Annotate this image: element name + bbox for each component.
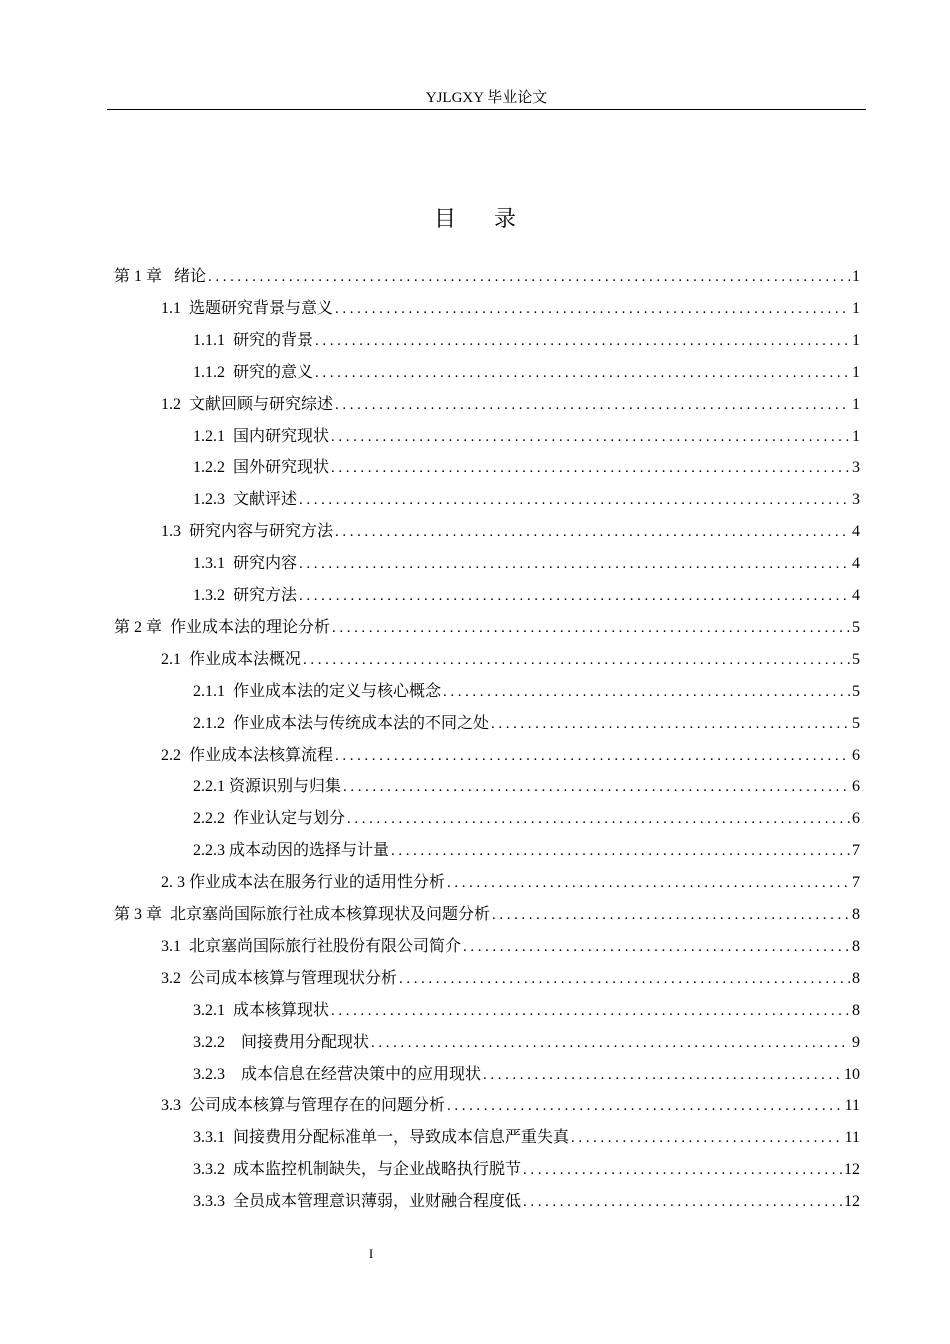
toc-leader-dots bbox=[523, 1189, 842, 1215]
toc-entry[interactable] bbox=[161, 743, 860, 769]
toc-entry[interactable] bbox=[193, 1030, 860, 1056]
toc-entry-number: 1.2.3 bbox=[193, 491, 233, 509]
toc-entry-number: 1.2.2 bbox=[193, 459, 233, 477]
toc-entry-page: 5 bbox=[852, 714, 860, 732]
toc-entry-page: 1 bbox=[852, 363, 860, 381]
toc-leader-dots bbox=[347, 806, 850, 832]
toc-entry-title: 研究内容 bbox=[233, 555, 298, 573]
toc-entry-page: 7 bbox=[852, 842, 860, 860]
toc-entry-number: 2.1.2 bbox=[193, 714, 233, 732]
toc-leader-dots bbox=[331, 455, 850, 481]
toc-entry-number: 3.2.3 bbox=[193, 1065, 241, 1083]
toc-entry[interactable] bbox=[193, 424, 860, 450]
toc-entry-number: 3.3 bbox=[161, 1097, 189, 1115]
toc-entry-number: 3.2 bbox=[161, 969, 189, 987]
toc-entry-number: 2.1.1 bbox=[193, 682, 233, 700]
toc-leader-dots bbox=[447, 1093, 843, 1119]
toc-entry[interactable] bbox=[114, 615, 860, 641]
toc-entry-number: 2.2.3 bbox=[193, 842, 229, 860]
toc-leader-dots bbox=[299, 487, 850, 513]
toc-entry-page: 9 bbox=[852, 1033, 860, 1051]
toc-entry-page: 5 bbox=[852, 682, 860, 700]
toc-entry-number: 1.1.2 bbox=[193, 363, 233, 381]
toc-entry-number: 2. 3 bbox=[161, 874, 189, 892]
page-header: YJLGXY 毕业论文 bbox=[425, 90, 548, 106]
toc-entry-page: 1 bbox=[852, 268, 860, 285]
toc-entry-title: 作业认定与划分 bbox=[233, 810, 346, 828]
toc-entry[interactable] bbox=[193, 328, 860, 354]
toc-entry-page: 5 bbox=[852, 650, 860, 668]
toc-entry-number: 1.2.1 bbox=[193, 427, 233, 445]
toc-entry-title: 间接费用分配标准单一，导致成本信息严重失真 bbox=[233, 1129, 570, 1147]
toc-entry-number: 1.1 bbox=[161, 299, 189, 317]
toc-leader-dots bbox=[492, 902, 850, 928]
toc-entry-page: 1 bbox=[852, 427, 860, 445]
toc-entry-number: 第 2 章 bbox=[114, 618, 171, 636]
toc-entry-title: 成本核算现状 bbox=[233, 1001, 330, 1019]
toc-entry-title: 成本监控机制缺失，与企业战略执行脱节 bbox=[233, 1161, 522, 1179]
toc-entry[interactable] bbox=[161, 870, 860, 896]
toc-entry-title: 作业成本法在服务行业的适用性分析 bbox=[189, 874, 446, 892]
toc-leader-dots bbox=[331, 998, 850, 1024]
toc-entry-page: 8 bbox=[852, 1001, 860, 1019]
toc-leader-dots bbox=[343, 774, 850, 800]
toc-entry-title: 资源识别与归集 bbox=[229, 778, 342, 796]
toc-entry-page: 12 bbox=[844, 1193, 860, 1211]
toc-entry[interactable] bbox=[193, 1062, 860, 1088]
toc-entry-title: 作业成本法核算流程 bbox=[189, 746, 334, 764]
toc-entry-title: 成本信息在经营决策中的应用现状 bbox=[241, 1065, 482, 1083]
toc-leader-dots bbox=[447, 870, 850, 896]
toc-entry[interactable] bbox=[193, 711, 860, 737]
toc-leader-dots bbox=[299, 551, 850, 577]
toc-entry-page: 1 bbox=[852, 331, 860, 349]
toc-entry-page: 6 bbox=[852, 746, 860, 764]
toc-entry-page: 6 bbox=[852, 810, 860, 828]
toc-entry-number: 2.2 bbox=[161, 746, 189, 764]
toc-entry-title: 国外研究现状 bbox=[233, 459, 330, 477]
toc-leader-dots bbox=[332, 615, 850, 641]
toc-entry-title: 绪论 bbox=[174, 268, 207, 285]
toc-entry-number: 1.3.2 bbox=[193, 587, 233, 604]
toc-entry[interactable] bbox=[161, 1093, 860, 1119]
toc-entry-page: 1 bbox=[852, 395, 860, 413]
toc-leader-dots bbox=[491, 711, 850, 737]
toc-entry-title: 文献回顾与研究综述 bbox=[189, 395, 334, 413]
toc-entry-number: 3.2.2 bbox=[193, 1033, 241, 1051]
toc-entry-title: 选题研究背景与意义 bbox=[189, 299, 334, 317]
toc-leader-dots bbox=[335, 296, 850, 322]
toc-leader-dots bbox=[399, 966, 850, 992]
toc-entry[interactable] bbox=[161, 296, 860, 322]
toc-entry-number: 3.3.1 bbox=[193, 1129, 233, 1147]
toc-entry-page: 4 bbox=[852, 523, 860, 541]
toc-leader-dots bbox=[335, 392, 850, 418]
toc-entry-number: 1.3.1 bbox=[193, 555, 233, 573]
toc-entry[interactable] bbox=[193, 551, 860, 577]
toc-entry[interactable] bbox=[193, 1189, 860, 1215]
toc-entry-page: 6 bbox=[852, 778, 860, 796]
toc-entry[interactable] bbox=[193, 806, 860, 832]
page-number: I bbox=[368, 1246, 374, 1261]
toc-entry[interactable] bbox=[193, 583, 860, 609]
toc-entry-page: 3 bbox=[852, 459, 860, 477]
toc-entry[interactable] bbox=[161, 966, 860, 992]
toc-entry-title: 作业成本法的定义与核心概念 bbox=[233, 682, 442, 700]
toc-entry-number: 3.3.2 bbox=[193, 1161, 233, 1179]
toc-entry-page: 5 bbox=[852, 618, 860, 636]
toc-entry-title: 全员成本管理意识薄弱，业财融合程度低 bbox=[233, 1193, 522, 1211]
toc-leader-dots bbox=[299, 583, 850, 609]
toc-entry-title: 国内研究现状 bbox=[233, 427, 330, 445]
toc-entry[interactable] bbox=[161, 934, 860, 960]
toc-leader-dots bbox=[523, 1157, 842, 1183]
toc-title: 目录 bbox=[433, 206, 554, 231]
toc-entry[interactable] bbox=[193, 487, 860, 513]
toc-entry-number: 3.2.1 bbox=[193, 1001, 233, 1019]
toc-entry-title: 作业成本法概况 bbox=[189, 650, 302, 668]
toc-entry-title: 研究的意义 bbox=[233, 363, 314, 381]
toc-entry-number: 2.2.1 bbox=[193, 778, 229, 796]
toc-leader-dots bbox=[335, 519, 850, 545]
toc-entry-title: 研究内容与研究方法 bbox=[189, 523, 334, 541]
toc-entry[interactable] bbox=[193, 774, 860, 800]
toc-entry-title: 公司成本核算与管理存在的问题分析 bbox=[189, 1097, 446, 1115]
toc-entry[interactable] bbox=[193, 455, 860, 481]
toc-entry-title: 间接费用分配现状 bbox=[241, 1033, 370, 1051]
toc-entry-title: 北京塞尚国际旅行社股份有限公司简介 bbox=[189, 937, 462, 955]
toc-entry-title: 北京塞尚国际旅行社成本核算现状及问题分析 bbox=[170, 906, 491, 923]
toc-entry-page: 11 bbox=[844, 1129, 860, 1147]
toc-leader-dots bbox=[331, 424, 850, 450]
toc-entry[interactable] bbox=[161, 519, 860, 545]
toc-leader-dots bbox=[483, 1062, 842, 1088]
toc-entry-page: 7 bbox=[852, 874, 860, 892]
toc-leader-dots bbox=[391, 838, 850, 864]
toc-leader-dots bbox=[371, 1030, 850, 1056]
toc-entry-number: 1.3 bbox=[161, 523, 189, 541]
toc-entry-page: 8 bbox=[852, 906, 860, 923]
toc-leader-dots bbox=[571, 1125, 843, 1151]
toc-leader-dots bbox=[463, 934, 850, 960]
header-divider bbox=[107, 109, 866, 110]
toc-entry-page: 1 bbox=[852, 299, 860, 317]
toc-entry-page: 4 bbox=[852, 587, 860, 604]
toc-entry[interactable] bbox=[161, 392, 860, 418]
toc-entry[interactable] bbox=[193, 360, 860, 386]
toc-entry-number: 1.2 bbox=[161, 395, 189, 413]
toc-entry-page: 4 bbox=[852, 555, 860, 573]
toc-leader-dots bbox=[315, 360, 850, 386]
toc-entry-number: 2.1 bbox=[161, 650, 189, 668]
toc-entry-page: 8 bbox=[852, 937, 860, 955]
toc-entry-title: 作业成本法与传统成本法的不同之处 bbox=[233, 714, 490, 732]
toc-entry[interactable] bbox=[114, 264, 860, 290]
toc-entry-title: 研究的背景 bbox=[233, 331, 314, 349]
toc-entry-page: 11 bbox=[844, 1097, 860, 1115]
toc-entry-page: 8 bbox=[852, 969, 860, 987]
toc-leader-dots bbox=[335, 743, 850, 769]
toc-entry[interactable] bbox=[193, 998, 860, 1024]
toc-entry[interactable] bbox=[114, 902, 860, 928]
toc-entry[interactable] bbox=[161, 647, 860, 673]
toc-entry-number: 第 1 章 bbox=[114, 268, 175, 285]
toc-entry-number: 3.3.3 bbox=[193, 1193, 233, 1211]
toc-entry[interactable] bbox=[193, 1157, 860, 1183]
toc-leader-dots bbox=[208, 264, 850, 290]
toc-leader-dots bbox=[315, 328, 850, 354]
toc-entry-number: 第 3 章 bbox=[114, 906, 171, 923]
toc-entry-title: 文献评述 bbox=[233, 491, 298, 509]
toc-leader-dots bbox=[443, 679, 850, 705]
toc-entry-page: 12 bbox=[844, 1161, 860, 1179]
toc-entry-title: 研究方法 bbox=[233, 587, 298, 604]
toc-entry[interactable] bbox=[193, 838, 860, 864]
toc-entry-page: 3 bbox=[852, 491, 860, 509]
toc-entry-number: 2.2.2 bbox=[193, 810, 233, 828]
toc-leader-dots bbox=[303, 647, 850, 673]
toc-entry-title: 公司成本核算与管理现状分析 bbox=[189, 969, 398, 987]
toc-entry[interactable] bbox=[193, 679, 860, 705]
toc-entry-number: 1.1.1 bbox=[193, 331, 233, 349]
toc-entry-title: 作业成本法的理论分析 bbox=[170, 618, 331, 636]
toc-entry-title: 成本动因的选择与计量 bbox=[229, 842, 390, 860]
toc-entry-page: 10 bbox=[844, 1065, 860, 1083]
toc-entry-number: 3.1 bbox=[161, 937, 189, 955]
toc-entry[interactable] bbox=[193, 1125, 860, 1151]
